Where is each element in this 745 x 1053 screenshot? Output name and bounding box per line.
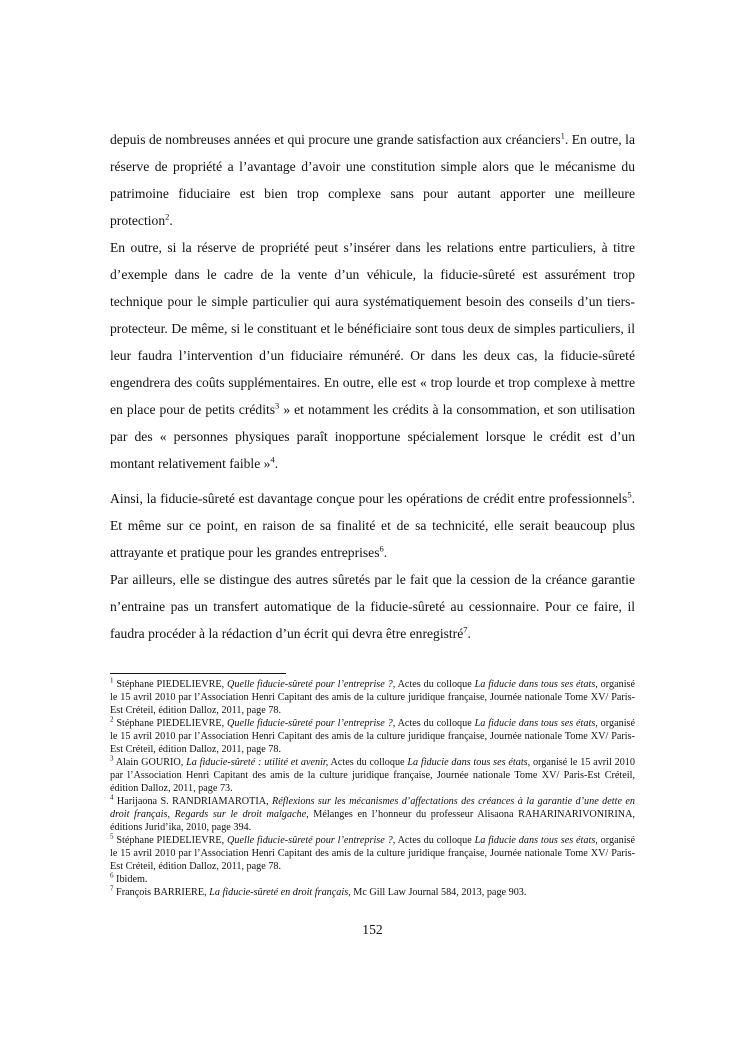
footnote: $^1$ Stéphane PIEDELIEVRE, Quelle fiducie-sûreté pour l’entreprise ?, Actes du colloque La fiducie dans tous ses états, organisé le 15 avril 2010 par l’Association Henri Capitant des amis de la culture juridique française, Journée nationale Tome XV/ Paris-Est Créteil, édition Dalloz, 2011, page 78. (110, 676, 636, 716)
footnote: $^3$ Alain GOURIO, La fiducie-sûreté : utilité et avenir, Actes du colloque La fiducie dans tous ses états, organisé le 15 avril 2010 par l’Association Henri Capitant des amis de la culture juridique française, Journée nationale Tome XV/ Paris-Est Créteil, édition Dalloz, 2011, page 73. (110, 754, 635, 794)
footnote-ref-2[interactable]: 2 (165, 211, 170, 222)
footnote-number: 7 (110, 884, 114, 893)
paragraph-text: En outre, si la réserve de propriété peut s’insérer dans les relations entre particuliers, à titre d’exemple dans le cadre de la vente d’un véhicule, la fiducie-sûreté est assurément trop technique pour le simple particulier qui aura systématiquement besoin des conseils d’un tiers-protecteur. De même, si le constituant et le bénéficiaire sont tous deux de simples particuliers, il leur faudra l’intervention d’un fiduciaire rémunéré. Or dans les deux cas, la fiducie-sûreté engendrera des coûts supplémentaires. En outre, elle est « trop lourde et trop complexe à mettre en place pour de petits crédits (110, 240, 635, 417)
footnote-number: 3 (110, 754, 114, 763)
footnote-ref-7[interactable]: 7 (463, 624, 468, 635)
footnote-ref-6[interactable]: 6 (379, 543, 384, 554)
footnote: $^5$ Stéphane PIEDELIEVRE, Quelle fiducie-sûreté pour l’entreprise ?, Actes du colloque La fiducie dans tous ses états, organisé le 15 avril 2010 par l’Association Henri Capitant des amis de la culture juridique française, Journée nationale Tome XV/ Paris-Est Créteil, édition Dalloz, 2011, page 78. (110, 832, 636, 872)
footnote-number: 6 (110, 871, 114, 880)
paragraph-text: » et notamment les crédits à la consommation, et son utilisation par des « personnes physiques paraît inopportune spécialement lorsque le crédit est d’un montant relativement faible » (110, 402, 635, 471)
footnote-ref-4[interactable]: 4 (270, 454, 275, 465)
paragraph-4 (110, 566, 635, 647)
paragraph-text: Ainsi, la fiducie-sûreté est davantage conçue pour les opérations de crédit entre professionnels (110, 491, 628, 506)
paragraph-text: . (274, 456, 279, 471)
footnote-number: 5 (110, 832, 114, 841)
footnote: $^4$ Harijaona S. RANDRIAMAROTIA, Réflexions sur les mécanismes d’affectations des créances à la garantie d’une dette en droit français, Regards sur le droit malgache, Mélanges en l’honneur du professeur Alisaona RAHARINARIVONIRINA, éditions Jurid’ika, 2010, page 394. (110, 793, 636, 833)
footnote: $^2$ Stéphane PIEDELIEVRE, Quelle fiducie-sûreté pour l’entreprise ?, Actes du colloque La fiducie dans tous ses états, organisé le 15 avril 2010 par l’Association Henri Capitant des amis de la culture juridique française, Journée nationale Tome XV/ Paris-Est Créteil, édition Dalloz, 2011, page 78. (110, 715, 636, 755)
footnote-ref-1[interactable]: 1 (560, 130, 565, 141)
main-text (110, 126, 635, 647)
footnote-number: 2 (110, 715, 114, 724)
footnotes (110, 678, 635, 899)
footnote: $^6$ Ibidem. (110, 871, 148, 885)
footnote-separator (110, 673, 286, 674)
footnote-number: 4 (110, 793, 114, 802)
page-number: 152 (362, 922, 383, 937)
paragraph-3 (110, 485, 635, 566)
footnote-number: 1 (110, 676, 114, 685)
footnote-ref-3[interactable]: 3 (275, 400, 280, 411)
paragraph-text: Par ailleurs, elle se distingue des autres sûretés par le fait que la cession de la créance garantie n’entraine pas un transfert automatique de la fiducie-sûreté au cessionnaire. Pour ce faire, il faudra procéder à la rédaction d’un écrit qui devra être enregistré (110, 572, 635, 641)
footnote-ref-5[interactable]: 5 (627, 489, 632, 500)
paragraph-1 (110, 126, 635, 234)
paragraph-text: . (467, 626, 471, 641)
paragraph-2 (110, 234, 635, 477)
paragraph-text: . En outre, la réserve de propriété a l’avantage d’avoir une constitution simple alors que le mécanisme du patrimoine fiduciaire est bien trop complexe sans pour autant apporter une meilleure protection (110, 132, 635, 228)
paragraph-text: . (383, 545, 388, 560)
footnote: $^7$ François BARRIERE, La fiducie-sûreté en droit français, Mc Gill Law Journal 584, 2013, page 903. (110, 884, 527, 898)
paragraph-text: . (169, 213, 173, 228)
paragraph-text: depuis de nombreuses années et qui procure une grande satisfaction aux créanciers (110, 132, 561, 147)
paragraph-text: . Et même sur ce point, en raison de sa finalité et de sa technicité, elle serait beaucoup plus attrayante et pratique pour les grandes entreprises (110, 491, 635, 560)
